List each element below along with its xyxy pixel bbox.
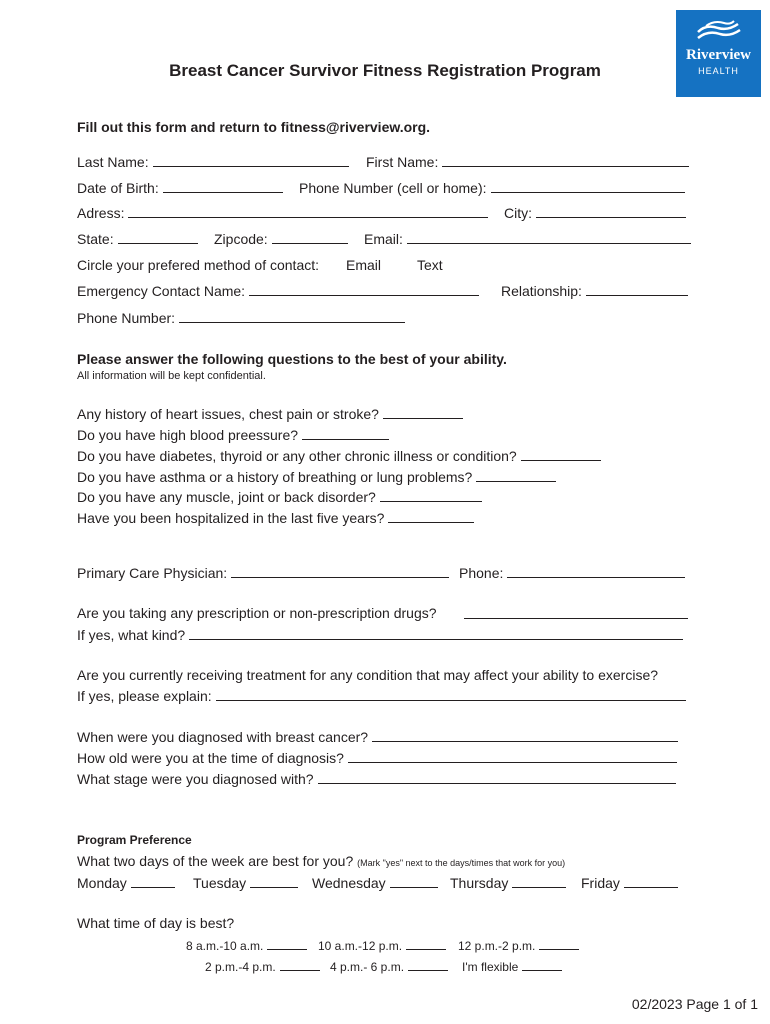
time-option: 8 a.m.-10 a.m. xyxy=(186,937,307,953)
day-option-thursday: Thursday xyxy=(450,875,566,891)
answer-line[interactable] xyxy=(383,406,463,419)
zipcode-label: Zipcode: xyxy=(214,231,268,247)
first-name-label: First Name: xyxy=(366,154,439,170)
drugs-kind-line[interactable] xyxy=(189,627,683,640)
relationship-field xyxy=(501,283,688,299)
dob-label: Date of Birth: xyxy=(77,180,159,196)
address-field xyxy=(77,205,488,221)
drugs-answer-line[interactable] xyxy=(464,606,688,624)
day-option-tuesday: Tuesday xyxy=(193,875,298,891)
time-line[interactable] xyxy=(522,958,562,971)
logo-name: Riverview xyxy=(686,47,751,63)
first-name-field xyxy=(366,154,689,170)
time-line[interactable] xyxy=(408,958,448,971)
city-field xyxy=(504,205,686,221)
state-label: State: xyxy=(77,231,114,247)
physician-field xyxy=(77,565,449,581)
confidential-note: All information will be kept confidential. xyxy=(77,370,266,382)
emergency-phone-label: Phone Number: xyxy=(77,310,176,326)
time-option: 2 p.m.-4 p.m. xyxy=(205,958,320,974)
answer-line[interactable] xyxy=(388,510,474,523)
email-label: Email: xyxy=(364,231,403,247)
emergency-contact-label: Emergency Contact Name: xyxy=(77,283,246,299)
emergency-contact-line[interactable] xyxy=(249,283,479,296)
zipcode-line[interactable] xyxy=(272,231,348,244)
relationship-label: Relationship: xyxy=(501,283,582,299)
dob-field xyxy=(77,180,283,196)
drugs-question: Are you taking any prescription or non-prescription drugs? xyxy=(77,605,437,621)
answer-line[interactable] xyxy=(348,750,677,763)
address-label: Adress: xyxy=(77,205,125,221)
page-title: Breast Cancer Survivor Fitness Registration Program xyxy=(169,61,601,80)
health-question: Do you have high blood preessure? xyxy=(77,427,389,443)
answer-line[interactable] xyxy=(476,469,556,482)
treatment-explain-line[interactable] xyxy=(216,688,686,701)
day-option-wednesday: Wednesday xyxy=(312,875,438,891)
day-line[interactable] xyxy=(250,875,298,888)
day-line[interactable] xyxy=(624,875,678,888)
physician-line[interactable] xyxy=(231,565,449,578)
answer-line[interactable] xyxy=(372,729,678,742)
answer-line[interactable] xyxy=(318,771,676,784)
physician-phone-line[interactable] xyxy=(507,565,685,578)
drugs-kind-field xyxy=(77,627,683,643)
city-label: City: xyxy=(504,205,532,221)
time-line[interactable] xyxy=(539,937,579,950)
contact-option-email[interactable]: Email xyxy=(346,257,382,273)
physician-phone-field xyxy=(459,565,685,581)
health-question: Have you been hospitalized in the last five years? xyxy=(77,510,474,526)
health-question: Do you have diabetes, thyroid or any other chronic illness or condition? xyxy=(77,448,601,464)
riverview-health-logo xyxy=(676,10,761,97)
email-field xyxy=(364,231,691,247)
phone-number-label: Phone Number (cell or home): xyxy=(299,180,487,196)
health-question: Any history of heart issues, chest pain or stroke? xyxy=(77,406,463,422)
contact-option-text[interactable]: Text xyxy=(417,257,443,273)
relationship-line[interactable] xyxy=(586,283,688,296)
health-question: Do you have asthma or a history of breathing or lung problems? xyxy=(77,469,556,485)
phone-number-line[interactable] xyxy=(491,180,685,193)
logo-sub: HEALTH xyxy=(698,66,739,76)
last-name-line[interactable] xyxy=(153,154,349,167)
last-name-label: Last Name: xyxy=(77,154,149,170)
diagnosis-question: How old were you at the time of diagnosis? xyxy=(77,750,677,766)
physician-phone-label: Phone: xyxy=(459,565,504,581)
time-line[interactable] xyxy=(267,937,307,950)
contact-method-label: Circle your prefered method of contact: xyxy=(77,257,320,273)
time-line[interactable] xyxy=(406,937,446,950)
drugs-kind-label: If yes, what kind? xyxy=(77,627,186,643)
dob-line[interactable] xyxy=(163,180,283,193)
treatment-explain-label: If yes, please explain: xyxy=(77,688,212,704)
answer-line[interactable] xyxy=(521,448,601,461)
answer-line[interactable] xyxy=(302,427,389,440)
diagnosis-question: What stage were you diagnosed with? xyxy=(77,771,676,787)
day-option-monday: Monday xyxy=(77,875,175,891)
email-line[interactable] xyxy=(407,231,691,244)
emergency-phone-line[interactable] xyxy=(179,310,405,323)
wave-icon xyxy=(676,10,761,50)
time-question: What time of day is best? xyxy=(77,915,235,931)
emergency-contact-field xyxy=(77,283,479,299)
day-option-friday: Friday xyxy=(581,875,678,891)
treatment-question: Are you currently receiving treatment for any condition that may affect your ability to exercise? xyxy=(77,667,659,683)
time-option: 10 a.m.-12 p.m. xyxy=(318,937,446,953)
state-line[interactable] xyxy=(118,231,198,244)
first-name-line[interactable] xyxy=(442,154,689,167)
intro-text: Fill out this form and return to fitness@riverview.org. xyxy=(77,119,431,135)
last-name-field xyxy=(77,154,349,170)
health-question: Do you have any muscle, joint or back disorder? xyxy=(77,489,482,505)
answer-line[interactable] xyxy=(380,489,482,502)
address-line[interactable] xyxy=(128,205,488,218)
time-option: 4 p.m.- 6 p.m. xyxy=(330,958,448,974)
days-note: (Mark "yes" next to the days/times that work for you) xyxy=(357,858,566,868)
physician-label: Primary Care Physician: xyxy=(77,565,228,581)
zipcode-field xyxy=(214,231,348,247)
days-question: What two days of the week are best for you? (Mark "yes" next to the days/times that work for you) xyxy=(77,853,566,869)
time-line[interactable] xyxy=(280,958,320,971)
day-line[interactable] xyxy=(512,875,566,888)
phone-number-field xyxy=(299,180,685,196)
treatment-explain-field xyxy=(77,688,686,704)
page-footer: 02/2023 Page 1 of 1 xyxy=(631,996,758,1012)
program-header: Program Preference xyxy=(77,833,192,847)
day-line[interactable] xyxy=(131,875,175,888)
time-option: I'm flexible xyxy=(462,958,562,974)
day-line[interactable] xyxy=(390,875,438,888)
questions-header: Please answer the following questions to the best of your ability. xyxy=(77,351,507,367)
time-option: 12 p.m.-2 p.m. xyxy=(458,937,579,953)
city-line[interactable] xyxy=(536,205,686,218)
emergency-phone-field xyxy=(77,310,405,326)
state-field xyxy=(77,231,198,247)
diagnosis-question: When were you diagnosed with breast cancer? xyxy=(77,729,678,745)
